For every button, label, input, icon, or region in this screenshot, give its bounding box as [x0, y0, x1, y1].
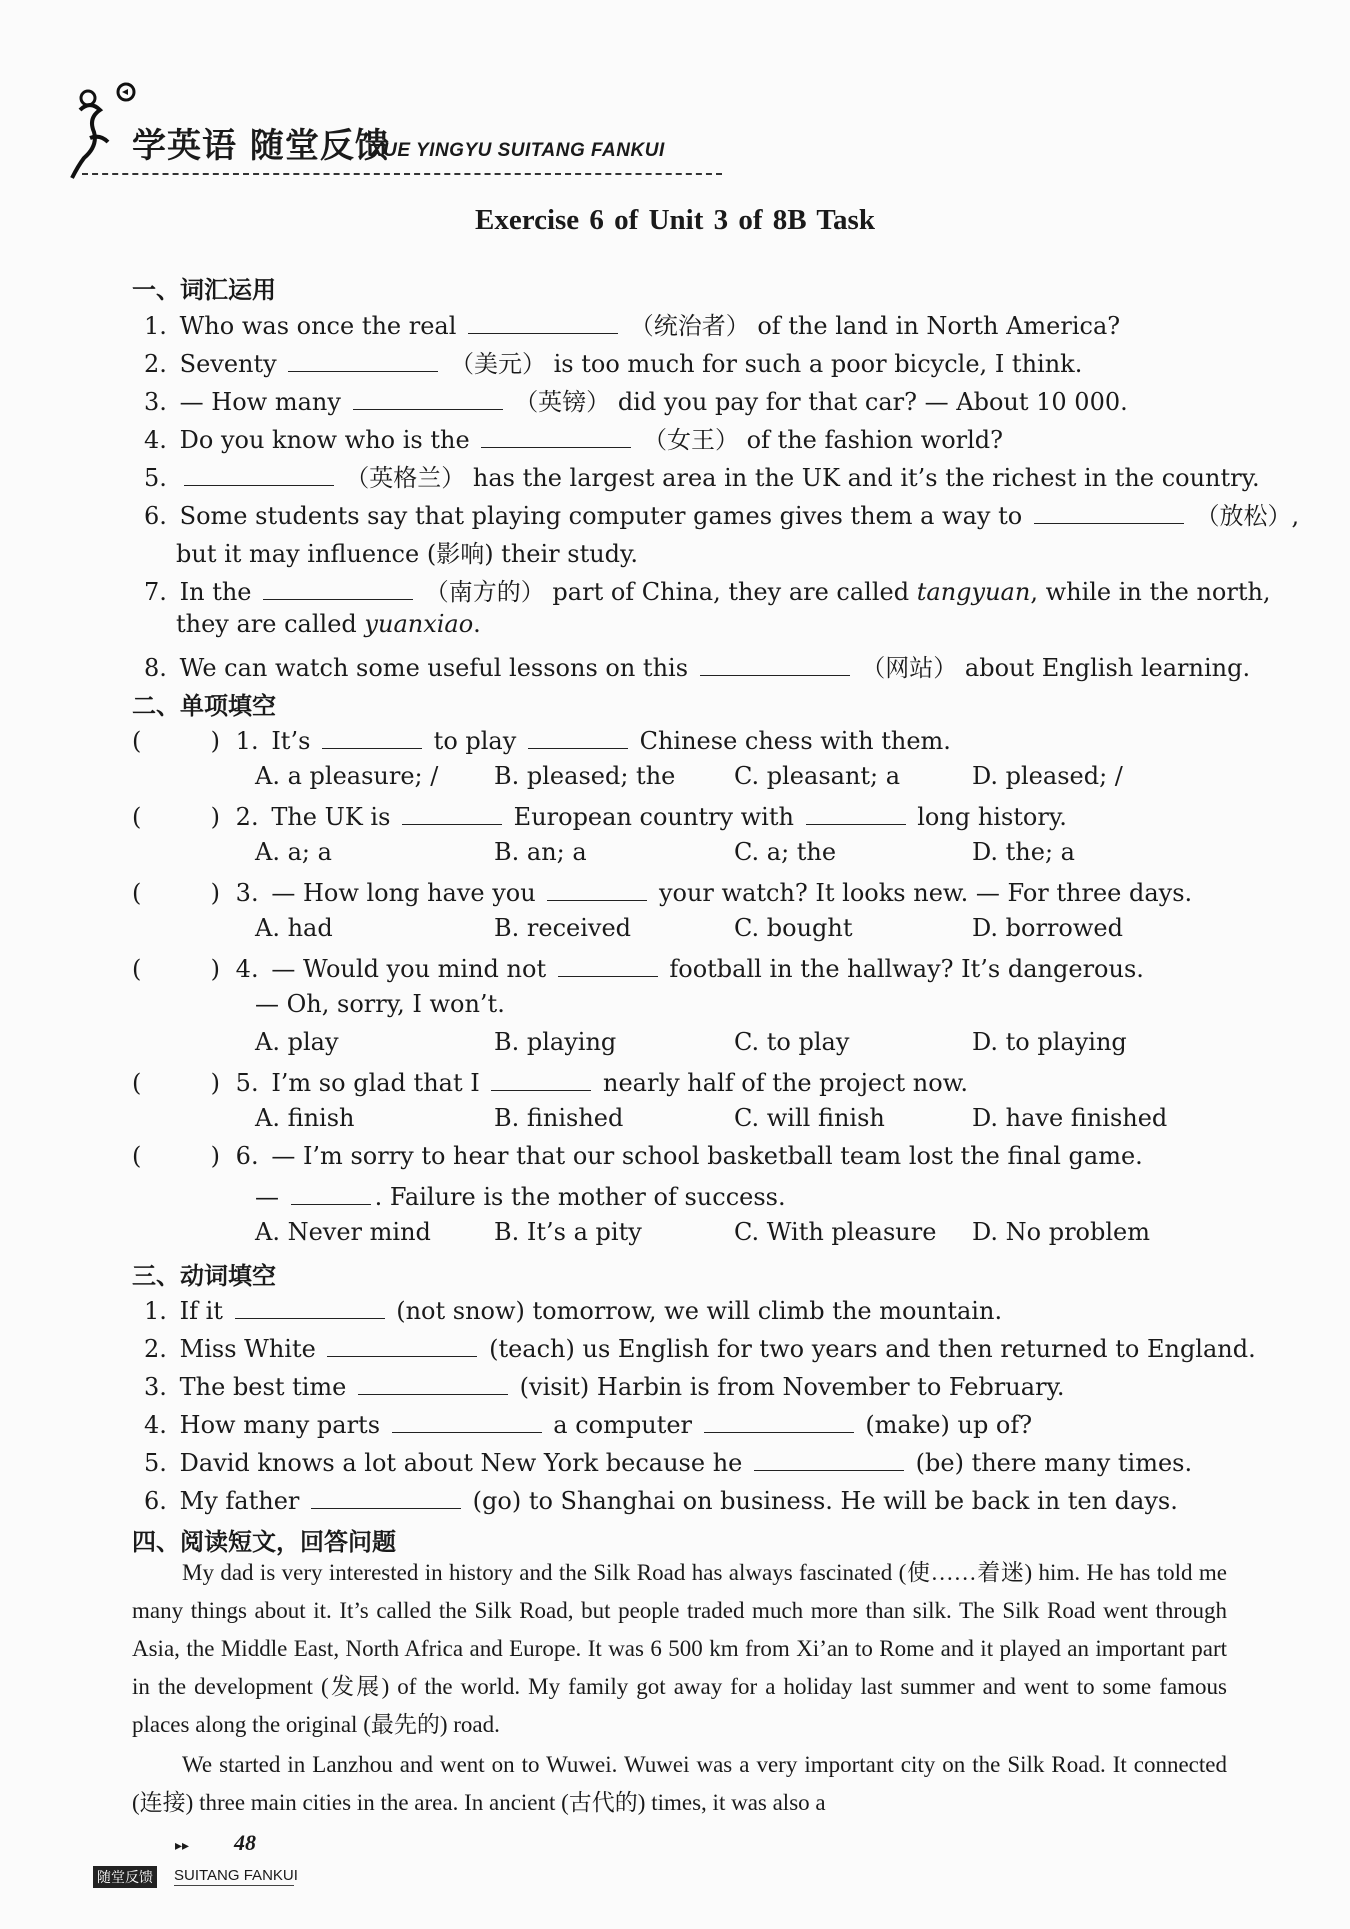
option-d[interactable]: D. No problem — [972, 1218, 1151, 1246]
option-d[interactable]: D. pleased; / — [972, 762, 1123, 790]
mc-question-2: ( ) 2. The UK is European country with long history. — [132, 800, 1067, 831]
option-a[interactable]: A. finish — [255, 1104, 355, 1132]
option-c[interactable]: C. bought — [734, 914, 853, 942]
option-a[interactable]: A. a pleasure; / — [255, 762, 439, 790]
footer-divider — [174, 1885, 294, 1886]
answer-blank[interactable] — [288, 347, 438, 372]
footer-brand-text: SUITANG FANKUI — [174, 1867, 298, 1884]
option-d[interactable]: D. to playing — [972, 1028, 1127, 1056]
option-b[interactable]: B. an; a — [494, 838, 587, 866]
verb-item-5: 5. David knows a lot about New York because he (be) there many times. — [144, 1446, 1192, 1477]
option-d[interactable]: D. borrowed — [972, 914, 1123, 942]
option-b[interactable]: B. It’s a pity — [494, 1218, 642, 1246]
section-heading-reading: 四、阅读短文，回答问题 — [132, 1528, 396, 1556]
answer-blank[interactable] — [184, 461, 334, 486]
mc-question-4: ( ) 4. — Would you mind not football in the hallway? It’s dangerous. — [132, 952, 1144, 983]
reading-paragraph-1: My dad is very interested in history and the Silk Road has always fascinated (使……着迷) him. He has told me many things about it. It’s called the Silk Road, but people traded much more than silk. The Silk Road went through Asia, the Middle East, North Africa and Europe. It was 6 500 km from Xi’an to Rome and it played an important part in the development (发展) of the world. My family got away for a holiday last summer and went to some famous places along the original (最先的) road. — [132, 1560, 1227, 1737]
answer-blank[interactable] — [353, 385, 503, 410]
vocab-item-7: 7. In the （南方的） part of China, they are called tangyuan, while in the north, — [144, 572, 1271, 607]
verb-item-4: 4. How many parts a computer (make) up of? — [144, 1408, 1032, 1439]
mc-question-4-reply: — Oh, sorry, I won’t. — [255, 990, 505, 1018]
mc-question-5: ( ) 5. I’m so glad that I nearly half of the project now. — [132, 1066, 968, 1097]
option-b[interactable]: B. pleased; the — [494, 762, 676, 790]
vocab-item-7-cont: they are called yuanxiao. — [176, 610, 481, 638]
vocab-item-6: 6. Some students say that playing computer games gives them a way to （放松）, — [144, 496, 1299, 531]
answer-blank[interactable] — [327, 1332, 477, 1357]
verb-item-2: 2. Miss White (teach) us English for two years and then returned to England. — [144, 1332, 1256, 1363]
answer-blank[interactable] — [235, 1294, 385, 1319]
option-a[interactable]: A. a; a — [255, 838, 332, 866]
mc-question-6: ( ) 6. — I’m sorry to hear that our school basketball team lost the final game. — [132, 1142, 1143, 1170]
mc-question-6-reply: — . Failure is the mother of success. — [255, 1180, 786, 1211]
section-heading-multiple-choice: 二、单项填空 — [132, 692, 276, 720]
answer-blank[interactable] — [392, 1408, 542, 1433]
option-d[interactable]: D. the; a — [972, 838, 1075, 866]
mc-question-1: ( ) 1. It’s to play Chinese chess with them. — [132, 724, 951, 755]
option-c[interactable]: C. pleasant; a — [734, 762, 901, 790]
option-c[interactable]: C. will finish — [734, 1104, 885, 1132]
mc-question-3: ( ) 3. — How long have you your watch? It looks new. — For three days. — [132, 876, 1192, 907]
vocab-item-5: 5. （英格兰） has the largest area in the UK and it’s the richest in the country. — [144, 458, 1260, 493]
option-b[interactable]: B. received — [494, 914, 632, 942]
vocab-item-8: 8. We can watch some useful lessons on this （网站） about English learning. — [144, 648, 1250, 683]
verb-item-3: 3. The best time (visit) Harbin is from November to February. — [144, 1370, 1065, 1401]
answer-blank[interactable] — [402, 800, 502, 825]
answer-blank[interactable] — [322, 724, 422, 749]
answer-blank[interactable] — [358, 1370, 508, 1395]
brand-chinese: 学英语 随堂反馈 — [132, 126, 390, 166]
answer-blank[interactable] — [700, 651, 850, 676]
option-b[interactable]: B. playing — [494, 1028, 617, 1056]
reading-paragraph-2: We started in Lanzhou and went on to Wuwei. Wuwei was a very important city on the Silk Road. It connected (连接) three main cities in the area. In ancient (古代的) times, it was also a — [132, 1752, 1227, 1815]
answer-blank[interactable] — [263, 575, 413, 600]
answer-blank[interactable] — [291, 1180, 371, 1205]
option-c[interactable]: C. With pleasure — [734, 1218, 937, 1246]
answer-blank[interactable] — [481, 423, 631, 448]
verb-item-6: 6. My father (go) to Shanghai on business. He will be back in ten days. — [144, 1484, 1178, 1515]
footer-brand-logo: 随堂反馈 — [93, 1866, 157, 1888]
header-divider — [82, 173, 722, 175]
vocab-item-6-cont: but it may influence (影响) their study. — [176, 540, 639, 568]
answer-blank[interactable] — [806, 800, 906, 825]
option-c[interactable]: C. a; the — [734, 838, 837, 866]
option-b[interactable]: B. finished — [494, 1104, 624, 1132]
answer-blank[interactable] — [1034, 499, 1184, 524]
answer-blank[interactable] — [558, 952, 658, 977]
answer-blank[interactable] — [547, 876, 647, 901]
vocab-item-1: 1. Who was once the real （统治者） of the land in North America? — [144, 306, 1120, 341]
option-a[interactable]: A. play — [255, 1028, 339, 1056]
vocab-item-2: 2. Seventy （美元） is too much for such a poor bicycle, I think. — [144, 344, 1082, 379]
vocab-item-4: 4. Do you know who is the （女王） of the fashion world? — [144, 420, 1003, 455]
verb-item-1: 1. If it (not snow) tomorrow, we will climb the mountain. — [144, 1294, 1002, 1325]
page-arrow-icon: ▸▸ — [175, 1838, 190, 1854]
header-banner — [70, 80, 670, 190]
page-title: Exercise 6 of Unit 3 of 8B Task — [475, 204, 875, 236]
option-c[interactable]: C. to play — [734, 1028, 850, 1056]
answer-blank[interactable] — [491, 1066, 591, 1091]
answer-blank[interactable] — [468, 309, 618, 334]
page-number: 48 — [234, 1830, 256, 1855]
answer-blank[interactable] — [528, 724, 628, 749]
option-a[interactable]: A. had — [255, 914, 333, 942]
option-a[interactable]: A. Never mind — [255, 1218, 431, 1246]
vocab-item-3: 3. — How many （英镑） did you pay for that car? — About 10 000. — [144, 382, 1128, 417]
brand-pinyin: XUE YINGYU SUITANG FANKUI — [370, 140, 665, 161]
option-d[interactable]: D. have finished — [972, 1104, 1168, 1132]
answer-blank[interactable] — [704, 1408, 854, 1433]
answer-blank[interactable] — [754, 1446, 904, 1471]
section-heading-verb-fill: 三、动词填空 — [132, 1262, 276, 1290]
answer-blank[interactable] — [311, 1484, 461, 1509]
section-heading-vocabulary: 一、词汇运用 — [132, 276, 276, 304]
